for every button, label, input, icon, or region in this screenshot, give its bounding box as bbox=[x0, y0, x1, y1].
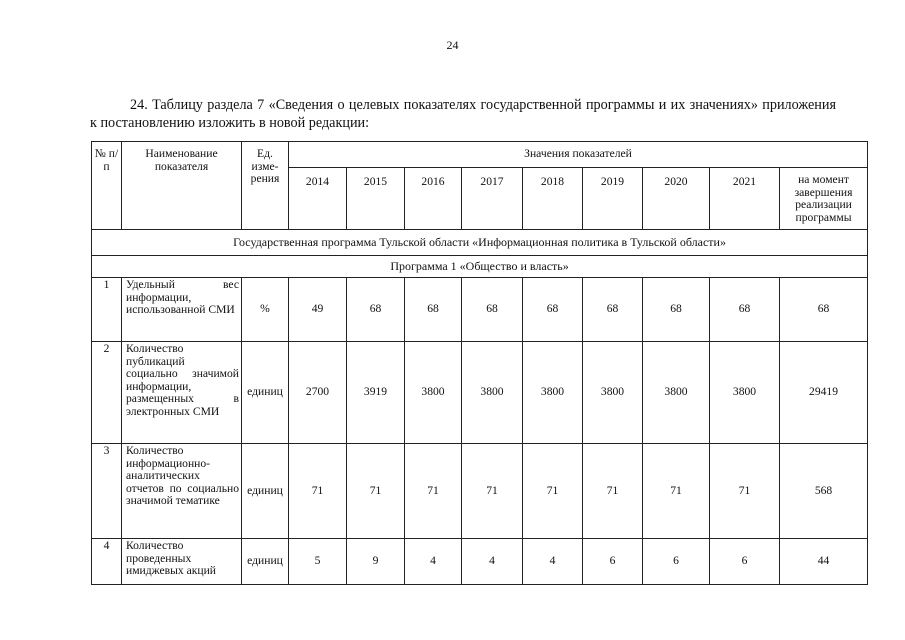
header-no: № п/п bbox=[92, 142, 122, 230]
table-row bbox=[92, 278, 868, 342]
header-year: 2019 bbox=[583, 168, 643, 230]
row-value: 6 bbox=[710, 539, 780, 585]
row-final: 68 bbox=[780, 278, 868, 342]
indicators-table bbox=[91, 141, 868, 585]
row-name: Удельный вес информации, использованной СМИ bbox=[122, 278, 242, 342]
row-value: 3800 bbox=[583, 342, 643, 444]
row-value: 5 bbox=[289, 539, 347, 585]
table-row bbox=[92, 342, 868, 444]
row-value: 49 bbox=[289, 278, 347, 342]
row-value: 3800 bbox=[523, 342, 583, 444]
header-year: 2015 bbox=[347, 168, 405, 230]
header-row-1 bbox=[92, 142, 868, 168]
program-title-row bbox=[92, 230, 868, 256]
row-value: 3800 bbox=[462, 342, 523, 444]
subprogram-title-row bbox=[92, 256, 868, 278]
header-year: 2018 bbox=[523, 168, 583, 230]
row-final: 29419 bbox=[780, 342, 868, 444]
row-value: 71 bbox=[347, 444, 405, 539]
row-value: 71 bbox=[462, 444, 523, 539]
row-value: 68 bbox=[405, 278, 462, 342]
row-value: 6 bbox=[643, 539, 710, 585]
row-value: 3800 bbox=[405, 342, 462, 444]
row-value: 2700 bbox=[289, 342, 347, 444]
header-year: 2016 bbox=[405, 168, 462, 230]
row-value: 9 bbox=[347, 539, 405, 585]
header-unit: Ед. изме-рения bbox=[242, 142, 289, 230]
row-unit: единиц bbox=[242, 539, 289, 585]
row-name: Количество публикаций социально значимой информации, размещенных в электронных СМИ bbox=[122, 342, 242, 444]
row-value: 71 bbox=[523, 444, 583, 539]
row-value: 68 bbox=[523, 278, 583, 342]
table-row bbox=[92, 539, 868, 585]
row-final: 568 bbox=[780, 444, 868, 539]
row-value: 3919 bbox=[347, 342, 405, 444]
row-unit: единиц bbox=[242, 342, 289, 444]
row-unit: % bbox=[242, 278, 289, 342]
row-value: 71 bbox=[643, 444, 710, 539]
row-value: 68 bbox=[643, 278, 710, 342]
row-value: 4 bbox=[523, 539, 583, 585]
program-title: Государственная программа Тульской области «Информационная политика в Тульской области» bbox=[92, 230, 868, 256]
row-value: 71 bbox=[710, 444, 780, 539]
row-name: Количество проведенных имиджевых акций bbox=[122, 539, 242, 585]
row-value: 6 bbox=[583, 539, 643, 585]
row-unit: единиц bbox=[242, 444, 289, 539]
row-value: 3800 bbox=[643, 342, 710, 444]
header-values-group: Значения показателей bbox=[289, 142, 868, 168]
row-no: 3 bbox=[92, 444, 122, 539]
row-name: Количество информационно-аналитических отчетов по социально значимой тематике bbox=[122, 444, 242, 539]
row-no: 4 bbox=[92, 539, 122, 585]
row-final: 44 bbox=[780, 539, 868, 585]
row-value: 71 bbox=[583, 444, 643, 539]
row-value: 3800 bbox=[710, 342, 780, 444]
header-name: Наименование показателя bbox=[122, 142, 242, 230]
row-value: 68 bbox=[710, 278, 780, 342]
intro-paragraph bbox=[90, 96, 836, 132]
header-year: 2021 bbox=[710, 168, 780, 230]
row-value: 4 bbox=[462, 539, 523, 585]
page-number: 24 bbox=[446, 38, 459, 52]
row-value: 68 bbox=[462, 278, 523, 342]
row-value: 68 bbox=[347, 278, 405, 342]
table-row bbox=[92, 444, 868, 539]
subprogram-title: Программа 1 «Общество и власть» bbox=[92, 256, 868, 278]
row-value: 71 bbox=[405, 444, 462, 539]
header-year: 2020 bbox=[643, 168, 710, 230]
row-value: 71 bbox=[289, 444, 347, 539]
intro-text: 24. Таблицу раздела 7 «Сведения о целевых показателях государственной программы и их значениях» приложения к постановлению изложить в новой редакции: bbox=[90, 97, 836, 131]
row-value: 68 bbox=[583, 278, 643, 342]
row-no: 1 bbox=[92, 278, 122, 342]
header-final: на момент завершения реализации программы bbox=[780, 168, 868, 230]
header-year: 2014 bbox=[289, 168, 347, 230]
row-no: 2 bbox=[92, 342, 122, 444]
header-year: 2017 bbox=[462, 168, 523, 230]
row-value: 4 bbox=[405, 539, 462, 585]
